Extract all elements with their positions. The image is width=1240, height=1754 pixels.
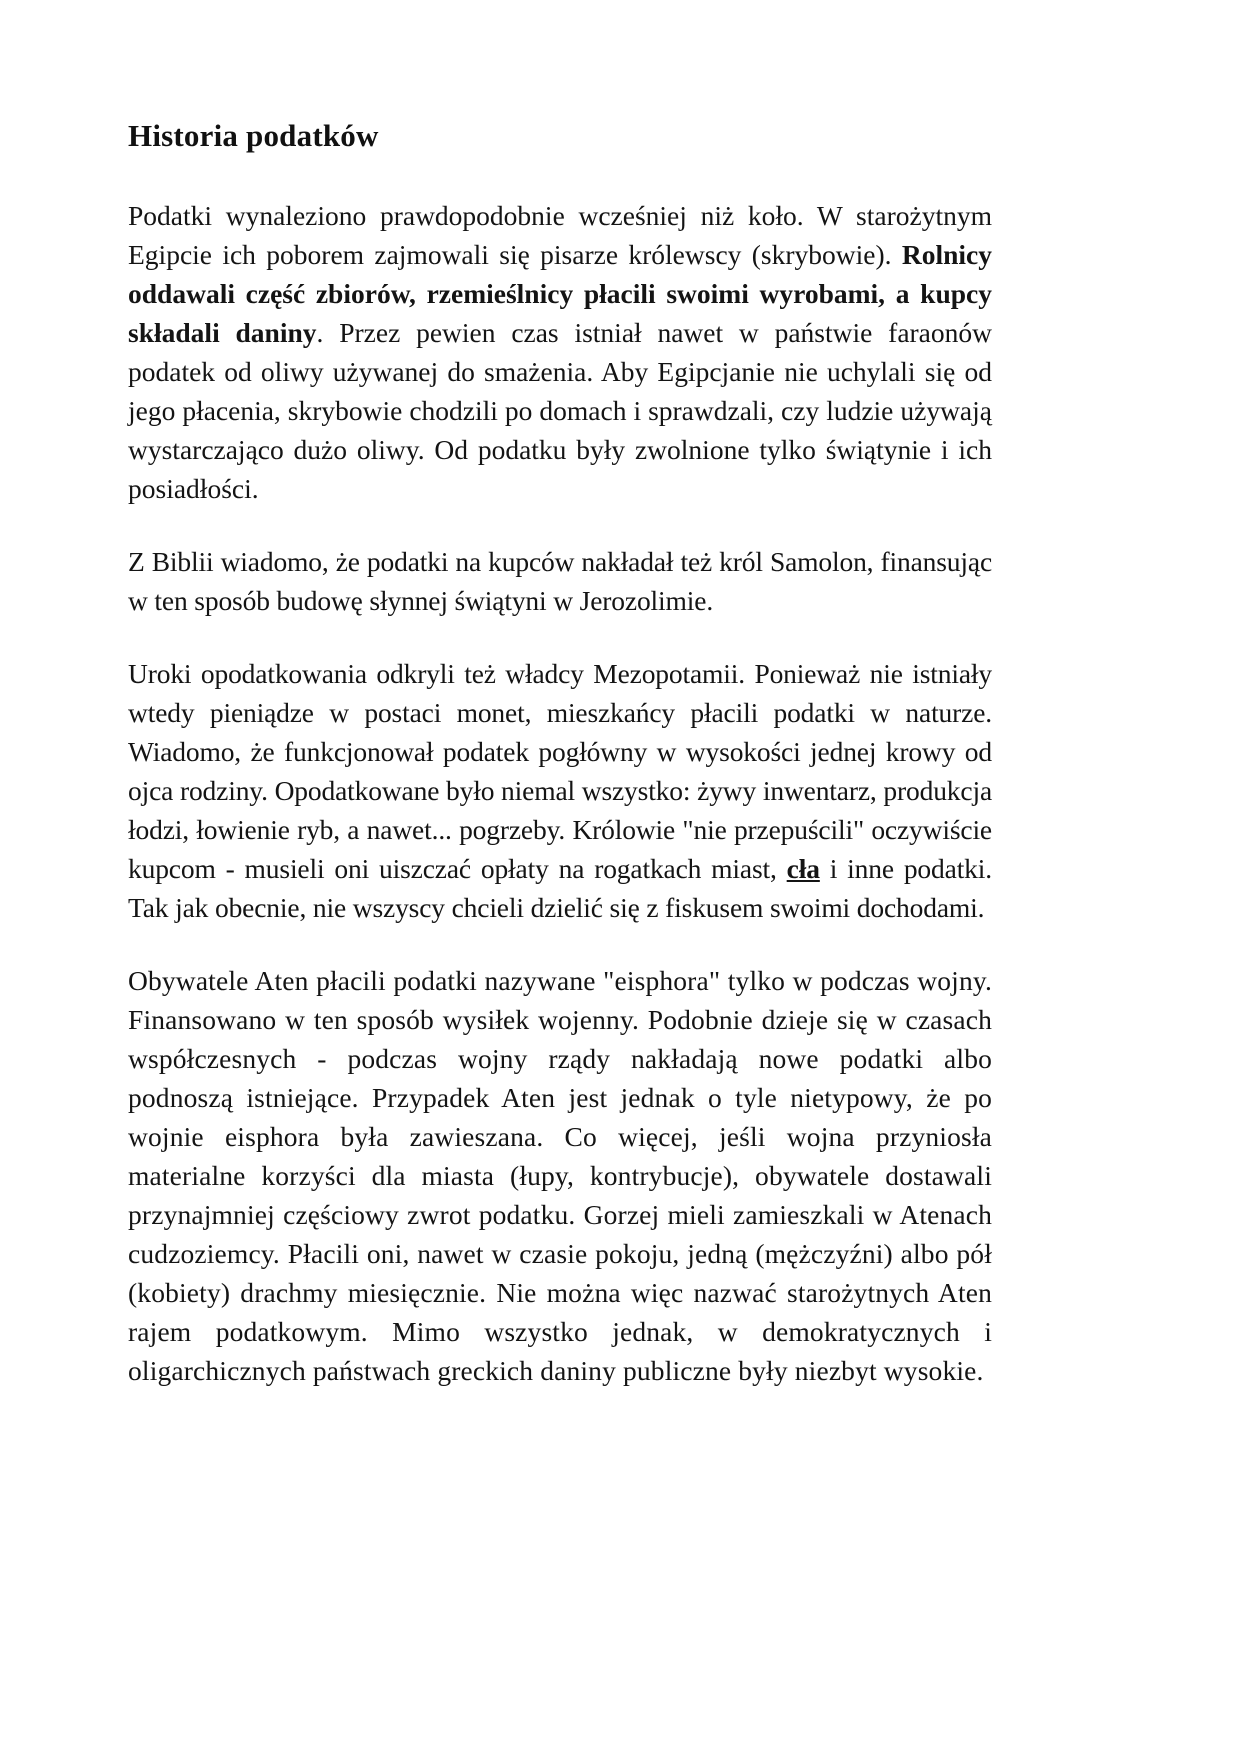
- document-body: [128, 118, 992, 1390]
- body-text: i inne podatki. Tak jak obecnie, nie wszyscy chcieli dzielić się z fiskusem swoimi dochodami.: [128, 852, 992, 923]
- emphasis-bold-text: Rolnicy oddawali część zbiorów, rzemieślnicy płacili swoimi wyrobami, a kupcy składali daniny: [128, 238, 992, 348]
- paragraph-2: [128, 542, 992, 620]
- paragraph-4: [128, 961, 992, 1390]
- page-title: Historia podatków: [128, 118, 379, 153]
- body-text: Uroki opodatkowania odkryli też władcy Mezopotamii. Ponieważ nie istniały wtedy pieniądze w postaci monet, mieszkańcy płacili podatki w naturze. Wiadomo, że funkcjonował podatek pogłówny w wysokości jednej krowy od ojca rodziny. Opodatkowane było niemal wszystko: żywy inwentarz, produkcja łodzi, łowienie ryb, a nawet... pogrzeby. Królowie "nie przepuścili" oczywiście kupcom - musieli oni uiszczać opłaty na rogatkach miast,: [128, 657, 992, 884]
- body-text: Podatki wynaleziono prawdopodobnie wcześniej niż koło. W starożytnym Egipcie ich poborem zajmowali się pisarze królewscy (skrybowie).: [128, 199, 992, 270]
- body-text: Obywatele Aten płacili podatki nazywane "eisphora" tylko w podczas wojny. Finansowano w ten sposób wysiłek wojenny. Podobnie dzieje się w czasach współczesnych - podczas wojny rządy nakładają nowe podatki albo podnoszą istniejące. Przypadek Aten jest jednak o tyle nietypowy, że po wojnie eisphora była zawieszana. Co więcej, jeśli wojna przyniosła materialne korzyści dla miasta (łupy, kontrybucje), obywatele dostawali przynajmniej częściowy zwrot podatku. Gorzej mieli zamieszkali w Atenach cudzoziemcy. Płacili oni, nawet w czasie pokoju, jedną (mężczyźni) albo pół (kobiety) drachmy miesięcznie. Nie można więc nazwać starożytnych Aten rajem podatkowym. Mimo wszystko jednak, w demokratycznych i oligarchicznych państwach greckich daniny publiczne były niezbyt wysokie.: [128, 964, 992, 1386]
- emphasis-bold-underline-text: cła: [786, 852, 820, 884]
- body-text: . Przez pewien czas istniał nawet w państwie faraonów podatek od oliwy używanej do smażenia. Aby Egipcjanie nie uchylali się od jego płacenia, skrybowie chodzili po domach i sprawdzali, czy ludzie używają wystarczająco dużo oliwy. Od podatku były zwolnione tylko świątynie i ich posiadłości.: [128, 316, 992, 504]
- paragraph-3: [128, 654, 992, 927]
- body-text: Z Biblii wiadomo, że podatki na kupców nakładał też król Samolon, finansując w ten sposób budowę słynnej świątyni w Jerozolimie.: [128, 545, 992, 616]
- paragraph-1: [128, 196, 992, 508]
